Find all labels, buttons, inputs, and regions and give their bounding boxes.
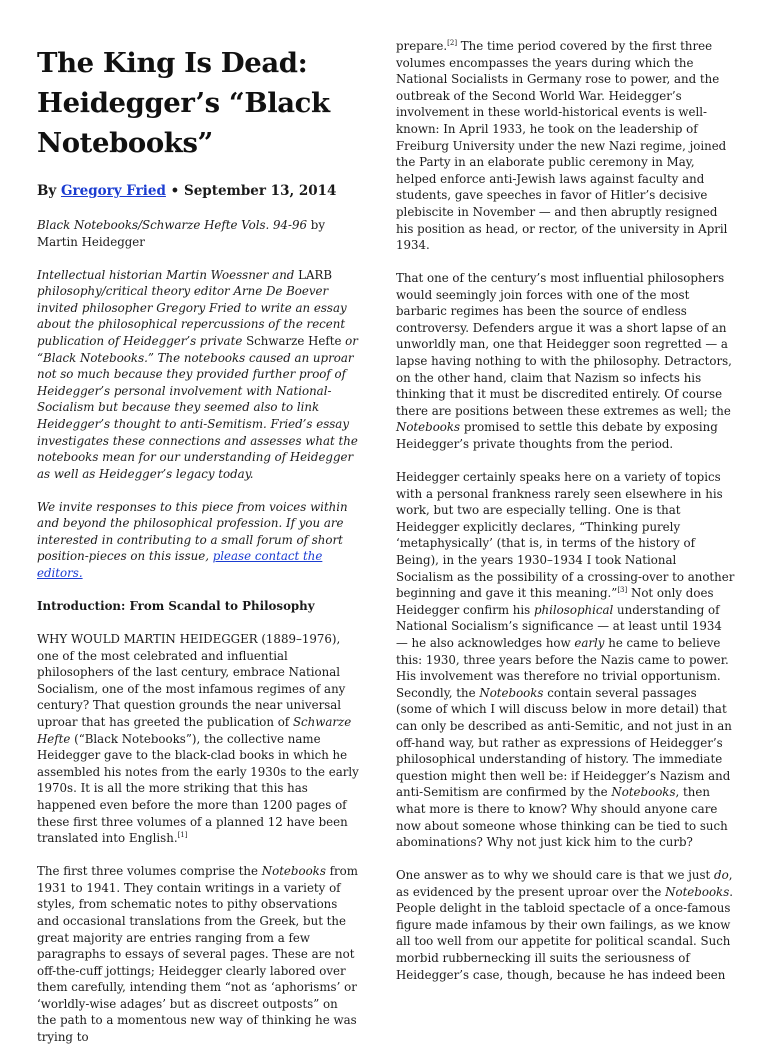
footnote-3[interactable]: [3] [617, 586, 628, 595]
contact-editors-link[interactable]: please contact the editors. [37, 549, 323, 581]
book-reference [37, 217, 360, 250]
section-heading: Introduction: From Scandal to Philosophy [37, 599, 315, 614]
book-title: Black Notebooks/Schwarze Hefte Vols. 94-96 [37, 218, 308, 232]
footnote-1[interactable]: [1] [177, 831, 188, 840]
book-author: by Martin Heidegger [37, 218, 326, 249]
body-paragraph: Heidegger certainly speaks here on a variety of topics with a personal frankness rarely seen elsewhere in his work, but two are especially telling. One is that Heidegger explicitly declares, “Thinking purely ‘metaphysically’ (that is, in terms of the history of Being), in the years 1930–1934 I took National Socialism as the possibility of a crossing-over to another beginning and gave it this meaning.”[3] Not only does Heidegger confirm his philosophical understanding of National Socialism’s significance — at least until 1934 — he also acknowledges how early he came to believe this: 1930, three years before the Nazis came to power. His involvement was therefore no trivial opportunism. Secondly, the Notebooks contain several passages (some of which I will discuss below in more detail) that can only be described as anti-Semitic, and not just in an off-hand way, but rather as expressions of Heidegger’s philosophical understanding of history. The immediate question might then well be: if Heidegger’s Nazism and anti-Semitism are confirmed by the Notebooks, then what more is there to know? Why should anyone care now about someone whose thinking can be tied to such abominations? Why not just kick him to the curb? [396, 470, 735, 850]
body-paragraph: That one of the century’s most influential philosophers would seemingly join forces with one of the most barbaric regimes has been the source of endless controversy. Defenders argue it was a short lapse of an unworldly man, one that Heidegger soon regretted — a lapse having nothing to with the philosophy. Detractors, on the other hand, claim that Nazism so infects his thinking that it must be discredited entirely. Of course there are positions between these extremes as well; the Notebooks promised to settle this debate by exposing Heidegger’s private thoughts from the period. [396, 271, 732, 452]
right-column [396, 38, 736, 1000]
footnote-2[interactable]: [2] [447, 39, 458, 48]
author-link[interactable]: Gregory Fried [60, 183, 166, 199]
byline [37, 182, 360, 200]
body-paragraph: WHY WOULD MARTIN HEIDEGGER (1889–1976), one of the most celebrated and influential philosophers of the last century, embrace National Socialism, one of the most infamous regimes of any century? That question grounds the near universal uproar that has greeted the publication of Schwarze Hefte (“Black Notebooks”), the collective name Heidegger gave to the black-clad books in which he assembled his notes from the early 1930s to the early 1970s. It is all the more striking that this has happened even before the more than 1200 pages of these first three volumes of a planned 12 have been translated into English.[1] [37, 632, 359, 846]
publish-date: • September 13, 2014 [165, 183, 337, 199]
byline-prefix: By [37, 183, 61, 199]
editorial-intro: Intellectual historian Martin Woessner and LARB philosophy/critical theory editor Arne De Boever invited philosopher Gregory Fried to write an essay about the philosophical repercussions of the recent publication of Heidegger’s private Schwarze Hefte or “Black Notebooks.” The notebooks caused an uproar not so much because they provided further proof of Heidegger’s personal involvement with National-Socialism but because they seemed also to link Heidegger’s thought to anti-Semitism. Fried’s essay investigates these connections and assesses what the notebooks mean for our understanding of Heidegger as well as Heidegger’s legacy today. [37, 267, 358, 481]
article-title: The King Is Dead: Heidegger’s “Black Notebooks” [37, 47, 330, 159]
body-paragraph: One answer as to why we should care is that we just do, as evidenced by the present uproar over the Notebooks. People delight in the tabloid spectacle of a once-famous figure made infamous by their own failings, as we know all too well from our appetite for political scandal. Such morbid rubbernecking ill suits the seriousness of Heidegger’s case, though, because he has indeed been [396, 868, 733, 982]
responses-invitation: We invite responses to this piece from voices within and beyond the philosophical profession. If you are interested in contributing to a small forum of short position-pieces on this issue, please contact the editors. [37, 499, 348, 581]
left-column [37, 0, 360, 1062]
body-paragraph: The first three volumes comprise the Notebooks from 1931 to 1941. They contain writings in a variety of styles, from schematic notes to pithy observations and occasional translations from the Greek, but the great majority are entries ranging from a few paragraphs to essays of several pages. These are not off-the-cuff jottings; Heidegger clearly labored over them carefully, intending them “not as ‘aphorisms’ or ‘worldly-wise adages’ but as discreet outposts” on the path to a momentous new way of thinking he was trying to [37, 864, 358, 1045]
left-body [37, 217, 360, 1046]
body-paragraph: prepare.[2] The time period covered by the first three volumes encompasses the years during which the National Socialists in Germany rose to power, and the outbreak of the Second World War. Heidegger’s involvement in these world-historical events is well-known: In April 1933, he took on the leadership of Freiburg University under the new Nazi regime, joined the Party in an elaborate public ceremony in May, helped enforce anti-Jewish laws against faculty and students, gave speeches in favor of Hitler’s decisive plebiscite in November — and then abruptly resigned his position as head, or rector, of the university in April 1934. [396, 39, 728, 253]
